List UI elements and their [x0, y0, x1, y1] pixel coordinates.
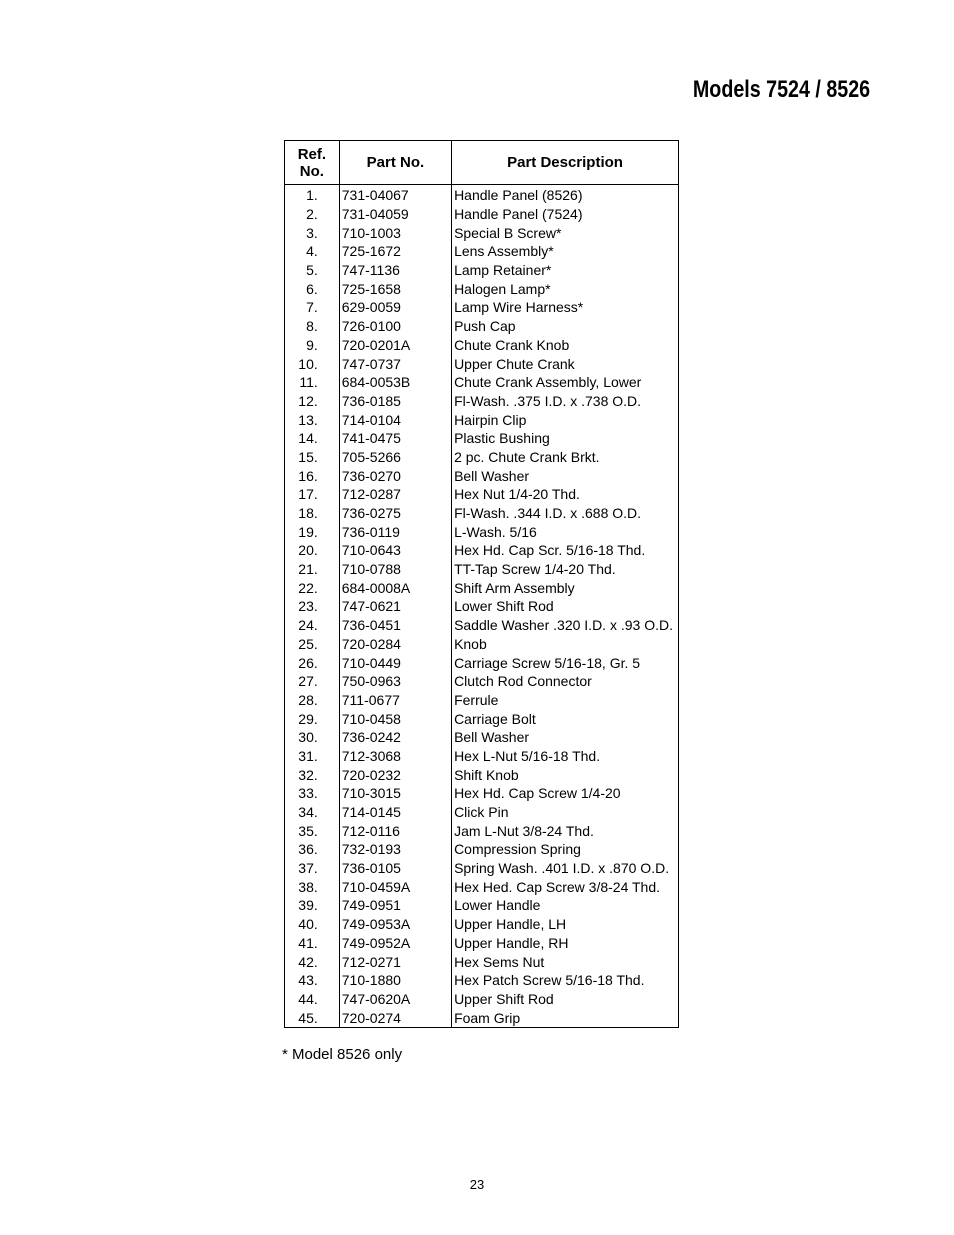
part-number-cell: 726-0100: [339, 317, 451, 336]
part-number-cell: 710-3015: [339, 784, 451, 803]
header-ref-line2: No.: [299, 162, 324, 180]
part-number-cell: 720-0201A: [339, 336, 451, 355]
part-description-cell: Click Pin: [452, 803, 679, 822]
table-row: [285, 223, 679, 242]
ref-cell: 5.: [285, 261, 340, 280]
part-number-cell: 731-04059: [339, 205, 451, 224]
table-row: [285, 485, 679, 504]
ref-cell: 37.: [285, 859, 340, 878]
part-description-cell: 2 pc. Chute Crank Brkt.: [452, 448, 679, 467]
ref-cell: 25.: [285, 635, 340, 654]
part-number-cell: 714-0104: [339, 410, 451, 429]
table-row: [285, 242, 679, 261]
table-row: [285, 784, 679, 803]
part-description-cell: Knob: [452, 635, 679, 654]
part-description-cell: Hex Hd. Cap Screw 1/4-20: [452, 784, 679, 803]
part-description-cell: Carriage Bolt: [452, 709, 679, 728]
part-description-cell: Spring Wash. .401 I.D. x .870 O.D.: [452, 859, 679, 878]
table-row: [285, 466, 679, 485]
ref-cell: 27.: [285, 672, 340, 691]
part-number-cell: 732-0193: [339, 840, 451, 859]
page-number: 23: [469, 1177, 485, 1192]
ref-cell: 42.: [285, 952, 340, 971]
table-row: [285, 578, 679, 597]
table-row: [285, 261, 679, 280]
part-description-cell: Ferrule: [452, 691, 679, 710]
parts-table: [284, 140, 679, 1028]
ref-cell: 7.: [285, 298, 340, 317]
part-description-cell: Lower Handle: [452, 896, 679, 915]
header-ref-no: [285, 141, 340, 185]
table-row: [285, 859, 679, 878]
ref-cell: 9.: [285, 336, 340, 355]
part-description-cell: Chute Crank Assembly, Lower: [452, 373, 679, 392]
ref-cell: 28.: [285, 691, 340, 710]
part-number-cell: 710-0643: [339, 541, 451, 560]
ref-cell: 8.: [285, 317, 340, 336]
part-description-cell: Fl-Wash. .344 I.D. x .688 O.D.: [452, 504, 679, 523]
table-row: [285, 840, 679, 859]
header-ref-line1: Ref.: [297, 145, 327, 163]
part-description-cell: Lower Shift Rod: [452, 597, 679, 616]
part-description-cell: Upper Handle, RH: [452, 934, 679, 953]
page-title: Models 7524 / 8526: [692, 76, 870, 103]
part-number-cell: 731-04067: [339, 185, 451, 205]
part-description-cell: Fl-Wash. .375 I.D. x .738 O.D.: [452, 392, 679, 411]
part-description-cell: Lens Assembly*: [452, 242, 679, 261]
ref-cell: 1.: [285, 185, 340, 205]
part-number-cell: 747-1136: [339, 261, 451, 280]
part-number-cell: 712-3068: [339, 747, 451, 766]
part-number-cell: 725-1658: [339, 279, 451, 298]
ref-cell: 29.: [285, 709, 340, 728]
part-number-cell: 749-0952A: [339, 934, 451, 953]
ref-cell: 4.: [285, 242, 340, 261]
ref-cell: 19.: [285, 522, 340, 541]
part-description-cell: Shift Arm Assembly: [452, 578, 679, 597]
table-row: [285, 541, 679, 560]
ref-cell: 44.: [285, 990, 340, 1009]
table-row: [285, 971, 679, 990]
ref-cell: 43.: [285, 971, 340, 990]
ref-cell: 39.: [285, 896, 340, 915]
table-row: [285, 560, 679, 579]
part-number-cell: 712-0116: [339, 821, 451, 840]
table-row: [285, 896, 679, 915]
ref-cell: 30.: [285, 728, 340, 747]
table-row: [285, 616, 679, 635]
table-row: [285, 279, 679, 298]
table-row: [285, 653, 679, 672]
table-row: [285, 373, 679, 392]
part-number-cell: 712-0271: [339, 952, 451, 971]
part-description-cell: Halogen Lamp*: [452, 279, 679, 298]
part-number-cell: 736-0275: [339, 504, 451, 523]
table-row: [285, 672, 679, 691]
part-number-cell: 749-0951: [339, 896, 451, 915]
table-row: [285, 709, 679, 728]
ref-cell: 38.: [285, 877, 340, 896]
part-description-cell: Compression Spring: [452, 840, 679, 859]
table-row: [285, 298, 679, 317]
ref-cell: 24.: [285, 616, 340, 635]
table-row: [285, 877, 679, 896]
table-row: [285, 504, 679, 523]
table-row: [285, 635, 679, 654]
ref-cell: 14.: [285, 429, 340, 448]
ref-cell: 31.: [285, 747, 340, 766]
table-row: [285, 448, 679, 467]
table-row: [285, 691, 679, 710]
part-number-cell: 710-0788: [339, 560, 451, 579]
ref-cell: 11.: [285, 373, 340, 392]
part-number-cell: 720-0284: [339, 635, 451, 654]
part-number-cell: 747-0621: [339, 597, 451, 616]
part-number-cell: 750-0963: [339, 672, 451, 691]
table-row: [285, 915, 679, 934]
part-description-cell: Hex Hed. Cap Screw 3/8-24 Thd.: [452, 877, 679, 896]
ref-cell: 41.: [285, 934, 340, 953]
part-description-cell: Jam L-Nut 3/8-24 Thd.: [452, 821, 679, 840]
part-description-cell: Upper Shift Rod: [452, 990, 679, 1009]
ref-cell: 34.: [285, 803, 340, 822]
ref-cell: 20.: [285, 541, 340, 560]
table-row: [285, 1008, 679, 1027]
part-description-cell: Clutch Rod Connector: [452, 672, 679, 691]
part-description-cell: Handle Panel (7524): [452, 205, 679, 224]
table-row: [285, 205, 679, 224]
part-description-cell: Bell Washer: [452, 728, 679, 747]
part-number-cell: 736-0242: [339, 728, 451, 747]
table-header-row: [285, 141, 679, 185]
part-number-cell: 736-0451: [339, 616, 451, 635]
part-number-cell: 736-0119: [339, 522, 451, 541]
ref-cell: 2.: [285, 205, 340, 224]
part-description-cell: TT-Tap Screw 1/4-20 Thd.: [452, 560, 679, 579]
ref-cell: 3.: [285, 223, 340, 242]
part-description-cell: Hairpin Clip: [452, 410, 679, 429]
header-part-no: Part No.: [339, 141, 451, 185]
part-number-cell: 710-0449: [339, 653, 451, 672]
ref-cell: 16.: [285, 466, 340, 485]
ref-cell: 6.: [285, 279, 340, 298]
ref-cell: 18.: [285, 504, 340, 523]
table-row: [285, 354, 679, 373]
ref-cell: 12.: [285, 392, 340, 411]
part-number-cell: 736-0105: [339, 859, 451, 878]
table-row: [285, 317, 679, 336]
part-description-cell: Handle Panel (8526): [452, 185, 679, 205]
part-number-cell: 720-0274: [339, 1008, 451, 1027]
part-number-cell: 710-0459A: [339, 877, 451, 896]
part-number-cell: 710-1003: [339, 223, 451, 242]
part-description-cell: Saddle Washer .320 I.D. x .93 O.D.: [452, 616, 679, 635]
part-description-cell: Upper Chute Crank: [452, 354, 679, 373]
part-number-cell: 747-0737: [339, 354, 451, 373]
ref-cell: 40.: [285, 915, 340, 934]
part-number-cell: 629-0059: [339, 298, 451, 317]
part-description-cell: Chute Crank Knob: [452, 336, 679, 355]
parts-table-body: [285, 185, 679, 1028]
part-description-cell: Hex L-Nut 5/16-18 Thd.: [452, 747, 679, 766]
part-description-cell: Lamp Retainer*: [452, 261, 679, 280]
table-row: [285, 803, 679, 822]
footnote: * Model 8526 only: [282, 1046, 403, 1063]
ref-cell: 36.: [285, 840, 340, 859]
part-number-cell: 710-1880: [339, 971, 451, 990]
part-number-cell: 749-0953A: [339, 915, 451, 934]
part-number-cell: 747-0620A: [339, 990, 451, 1009]
part-description-cell: Lamp Wire Harness*: [452, 298, 679, 317]
part-description-cell: Carriage Screw 5/16-18, Gr. 5: [452, 653, 679, 672]
part-description-cell: Push Cap: [452, 317, 679, 336]
table-row: [285, 765, 679, 784]
table-row: [285, 597, 679, 616]
table-row: [285, 410, 679, 429]
part-number-cell: 736-0185: [339, 392, 451, 411]
table-row: [285, 336, 679, 355]
table-row: [285, 728, 679, 747]
ref-cell: 26.: [285, 653, 340, 672]
part-description-cell: Bell Washer: [452, 466, 679, 485]
header-part-description: Part Description: [452, 141, 679, 185]
part-number-cell: 725-1672: [339, 242, 451, 261]
ref-cell: 22.: [285, 578, 340, 597]
table-row: [285, 821, 679, 840]
part-description-cell: Foam Grip: [452, 1008, 679, 1027]
part-description-cell: Hex Hd. Cap Scr. 5/16-18 Thd.: [452, 541, 679, 560]
ref-cell: 35.: [285, 821, 340, 840]
part-number-cell: 712-0287: [339, 485, 451, 504]
table-row: [285, 747, 679, 766]
part-number-cell: 736-0270: [339, 466, 451, 485]
ref-cell: 21.: [285, 560, 340, 579]
part-number-cell: 741-0475: [339, 429, 451, 448]
table-row: [285, 185, 679, 205]
ref-cell: 45.: [285, 1008, 340, 1027]
part-number-cell: 705-5266: [339, 448, 451, 467]
part-number-cell: 720-0232: [339, 765, 451, 784]
table-row: [285, 522, 679, 541]
part-description-cell: Special B Screw*: [452, 223, 679, 242]
part-description-cell: Hex Sems Nut: [452, 952, 679, 971]
part-description-cell: L-Wash. 5/16: [452, 522, 679, 541]
ref-cell: 13.: [285, 410, 340, 429]
table-row: [285, 990, 679, 1009]
part-number-cell: 684-0053B: [339, 373, 451, 392]
part-description-cell: Shift Knob: [452, 765, 679, 784]
table-row: [285, 392, 679, 411]
part-description-cell: Hex Nut 1/4-20 Thd.: [452, 485, 679, 504]
part-description-cell: Hex Patch Screw 5/16-18 Thd.: [452, 971, 679, 990]
part-number-cell: 714-0145: [339, 803, 451, 822]
ref-cell: 33.: [285, 784, 340, 803]
table-row: [285, 934, 679, 953]
table-row: [285, 429, 679, 448]
part-description-cell: Plastic Bushing: [452, 429, 679, 448]
ref-cell: 17.: [285, 485, 340, 504]
part-number-cell: 711-0677: [339, 691, 451, 710]
ref-cell: 23.: [285, 597, 340, 616]
ref-cell: 10.: [285, 354, 340, 373]
ref-cell: 32.: [285, 765, 340, 784]
part-number-cell: 710-0458: [339, 709, 451, 728]
table-row: [285, 952, 679, 971]
part-description-cell: Upper Handle, LH: [452, 915, 679, 934]
ref-cell: 15.: [285, 448, 340, 467]
part-number-cell: 684-0008A: [339, 578, 451, 597]
